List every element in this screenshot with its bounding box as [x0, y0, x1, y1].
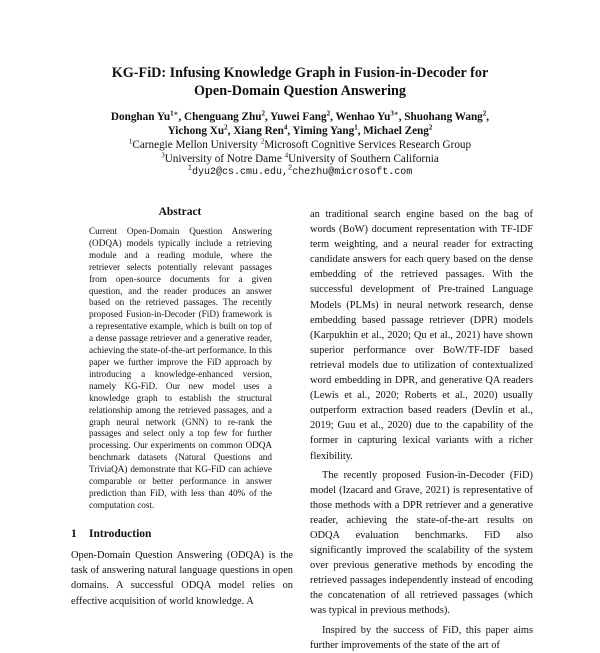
author-sup: 2 [428, 123, 433, 132]
section-title: Introduction [89, 528, 152, 540]
affil-sup: 2 [260, 137, 265, 146]
author-line-2: Yichong Xu$^2$, Xiang Ren$^4$, Yiming Yang$^1$, Michael Zeng$^2$ [167, 123, 433, 137]
affil-sup: 1 [128, 137, 133, 146]
author-name: Yuwei Fang [270, 111, 327, 123]
right-column [310, 207, 533, 653]
author-name: Chenguang Zhu [184, 111, 262, 123]
author-sup: 2 [326, 109, 331, 118]
email-sup: 2 [287, 164, 293, 173]
intro-paragraph: Open-Domain Question Answering (ODQA) is the task of answering natural language questions in open domains. A successful ODQA model relies on effective acquisition of world knowledge. A [71, 550, 293, 607]
author-name: Donghan Yu [110, 111, 171, 123]
author-sup: 4 [283, 123, 288, 132]
title-line-2: Open-Domain Question Answering [193, 83, 407, 99]
email: chezhu@microsoft.com [292, 167, 413, 178]
body-paragraph-2: The recently proposed Fusion-in-Decoder (FiD) model (Izacard and Grave, 2021) is representative of those methods with a DPR retriever and a generative reader, achieving the state-of-the-art results on ODQA evaluation benchmarks. FiD also significantly improved the scalability of the system over previous generative methods by encoding the retrieved passages independently instead of encoding the concatenation of all retrieved passages (which was typical in previous methods). [310, 469, 533, 617]
body-paragraph-1: an traditional search engine based on the bag of words (BoW) document representation with TF-IDF term weighting, and a neural reader for extracting candidate answers for each query based on the dense embedding of the retrieved passages. With the successful development of Pre-trained Language Models (PLMs) in neural network research, dense embedding based passage retriever (DPR) models (Karpukhin et al., 2020; Qu et al., 2021) have shown superior performance over BoW/TF-IDF based retrieval models due to utilization of contextualized word embedding in DPR, and generative QA readers (Lewis et al., 2020; Roberts et al., 2020) usually outperform extraction based readers (Devlin et al., 2019; Guu et al., 2020) due to the capability of the former in capturing lexical variants with a richer flexibility. [310, 209, 533, 462]
author-name: Yichong Xu [167, 125, 225, 137]
author-name: Wenhao Yu [335, 111, 391, 123]
body-paragraph-3: Inspired by the success of FiD, this paper aims further improvements of the state of the art of [310, 624, 533, 651]
author-sup: 2 [261, 109, 265, 118]
abstract-heading: Abstract [158, 206, 202, 218]
affiliation-line-2 [0, 152, 600, 166]
title-line-1: KG-FiD: Infusing Knowledge Graph in Fusion-in-Decoder for [111, 65, 489, 81]
author-name: Yiming Yang [292, 125, 355, 137]
affiliation: University of Southern California [288, 153, 439, 165]
section-number: 1 [71, 528, 77, 540]
author-name: Shuohang Wang [404, 111, 483, 123]
author-name: Xiang Ren [233, 125, 284, 137]
author-sup: 2 [224, 123, 228, 132]
affiliation: Microsoft Cognitive Services Research Group [264, 139, 472, 151]
email: dyu2@cs.cmu.edu, [191, 167, 288, 178]
affil-sup: 3 [161, 151, 165, 160]
author-sup: 1 [354, 123, 358, 132]
author-block [0, 110, 600, 180]
author-line-1: Donghan $Yu^{1∗}$, Chenguang Zhu$^2$, Yuwei Fang$^2$, Wenhao $Yu^{3∗}$, Shuohang Wang$^2$, [110, 109, 490, 123]
author-sup: 3∗ [390, 109, 399, 118]
email-sup: 1 [187, 164, 192, 173]
affiliation: Carnegie Mellon University [132, 139, 258, 151]
author-name: Michael Zeng [363, 125, 429, 137]
abstract-text: Current Open-Domain Question Answering (ODQA) models typically include a retrieving module and a reading module, where the retriever selects potentially relevant passages from open-source documents for a given question, and the reader produces an answer based on the retrieved passages. The recently proposed Fusion-in-Decoder (FiD) framework is a representative example, which is built on top of a dense passage retriever and a generative reader, achieving the state-of-the-art performance. In this paper we further improve the FiD approach by introducing a knowledge-enhanced version, namely KG-FiD. Our new model uses a knowledge graph to establish the structural relationship among the retrieved passages, and a graph neural network (GNN) to re-rank the passages and select only a top few for further processing. Our experiments on common ODQA benchmark datasets (Natural Questions and TriviaQA) demonstrate that KG-FiD can achieve comparable or better performance in answer prediction than FiD, with less than 40% of the computation cost. [89, 226, 272, 510]
affiliation-line-1 [0, 138, 600, 152]
paper-title [0, 64, 600, 100]
author-sup: 2 [482, 109, 487, 118]
affil-sup: 4 [284, 151, 289, 160]
email-line [0, 166, 600, 180]
affiliation: University of Notre Dame [164, 153, 282, 165]
author-sup: 1∗ [170, 109, 179, 118]
section-heading [71, 528, 151, 540]
